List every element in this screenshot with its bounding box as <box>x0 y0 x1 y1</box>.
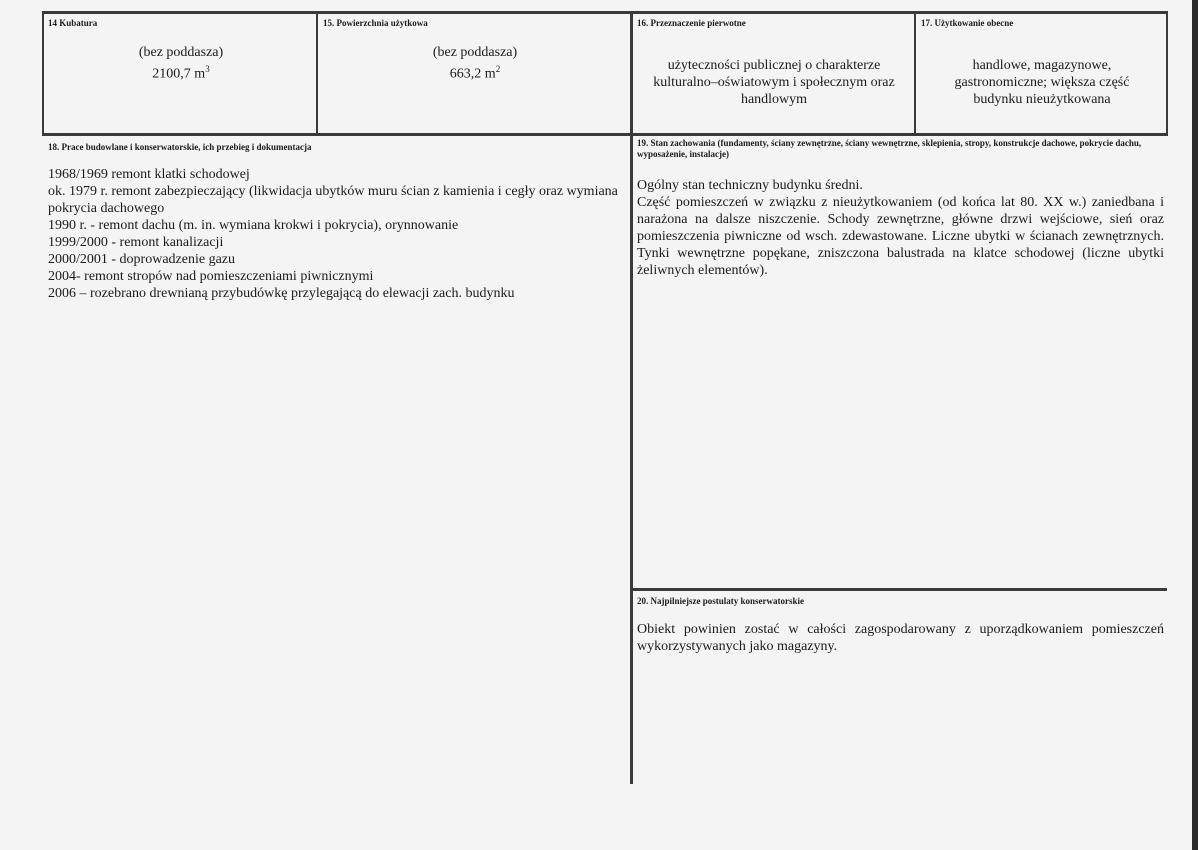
divider-14-15 <box>316 11 318 136</box>
list-item: 1999/2000 - remont kanalizacji <box>48 235 224 250</box>
field15-area: 663,2 $m^2$ <box>449 64 501 82</box>
list-item: 1968/1969 remont klatki schodowej <box>48 167 250 182</box>
list-item: 2000/2001 - doprowadzenie gazu <box>48 252 235 267</box>
divider-15-16 <box>630 11 633 784</box>
field16-text: użyteczności publicznej o charakterze kulturalno–oświatowym i społecznym oraz handlowym <box>653 58 895 107</box>
field15-header: 15. Powierzchnia użytkowa <box>323 18 428 28</box>
list-item: 1990 r. - remont dachu (m. in. wymiana krokwi i pokrycia), orynnowanie <box>48 218 459 233</box>
field20-text: Obiekt powinien zostać w całości zagospodarowany z uporządkowaniem pomieszczeń wykorzystywanych jako magazyny. <box>637 622 1164 654</box>
list-item: 2006 – rozebrano drewnianą przybudówkę przylegającą do elewacji zach. budynku <box>48 286 515 301</box>
row1-bottom-border <box>43 133 1167 136</box>
field19-details: Część pomieszczeń w związku z nieużytkowaniem (od końca lat 80. XX w.) zaniedbana i narażona na dalsze niszczenie. Schody zewnętrzne, główne drzwi wejściowe, sień oraz pomieszczenia piwniczne od wsch. zdewastowane. Liczne ubytki w ścianach zewnętrznych. Tynki wewnętrzne popękane, zniszczona balustrada na klatce schodowej (liczne ubytki żeliwnych elementów). <box>637 195 1164 278</box>
field15-value <box>320 44 630 83</box>
field20-top-border <box>632 588 1167 591</box>
field14-note: (bez poddasza) <box>138 45 224 60</box>
field19-header: 19. Stan zachowania (fundamenty, ściany zewnętrzne, ściany wewnętrzne, sklepienia, stropy, konstrukcje dachowe, pokrycie dachu, wyposażenie, instalacje) <box>637 138 1142 159</box>
field17-header: 17. Użytkowanie obecne <box>921 18 1014 28</box>
list-item: ok. 1979 r. remont zabezpieczający (likwidacja ubytków muru ścian z kamienia i cegły oraz wymiana pokrycia dachowego <box>48 184 618 216</box>
divider-16-17 <box>914 11 916 136</box>
field14-header: 14 Kubatura <box>48 18 98 28</box>
scan-edge <box>1192 0 1198 850</box>
field15-note: (bez poddasza) <box>432 45 518 60</box>
right-border <box>1166 11 1168 136</box>
field16-header: 16. Przeznaczenie pierwotne <box>637 18 746 28</box>
field14-value <box>46 44 316 83</box>
top-border <box>43 11 1167 14</box>
field18-list <box>48 166 626 302</box>
field19-summary: Ogólny stan techniczny budynku średni. <box>637 178 863 193</box>
field17-text: handlowe, magazynowe, gastronomiczne; większa część budynku nieużytkowana <box>954 58 1130 107</box>
field18-header: 18. Prace budowlane i konserwatorskie, ich przebieg i dokumentacja <box>48 142 312 152</box>
field20-header: 20. Najpilniejsze postulaty konserwatorskie <box>637 596 804 606</box>
left-border <box>42 11 44 136</box>
field19-text <box>637 177 1164 279</box>
list-item: 2004- remont stropów nad pomieszczeniami piwnicznymi <box>48 269 374 284</box>
field14-volume: 2100,7 $m^3$ <box>152 64 210 82</box>
